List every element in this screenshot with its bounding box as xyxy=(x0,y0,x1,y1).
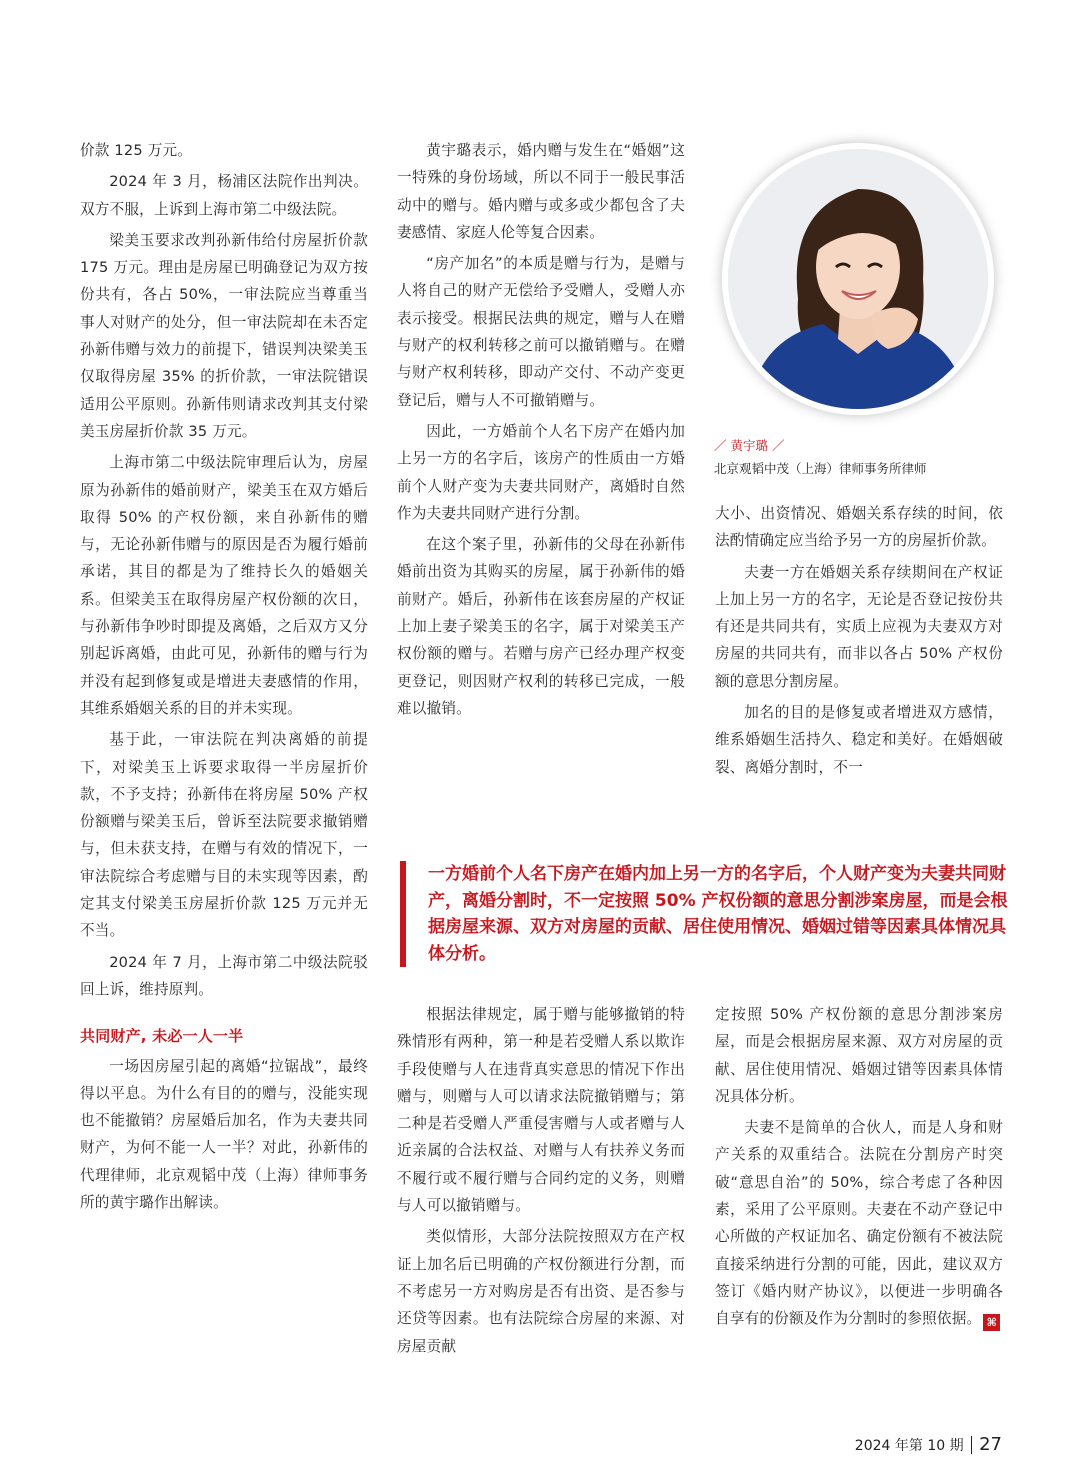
paragraph: 加名的目的是修复或者增进双方感情，维系婚姻生活持久、稳定和美好。在婚姻破裂、离婚分割时，不一 xyxy=(715,704,1003,776)
paragraph: 梁美玉要求改判孙新伟给付房屋折价款 175 万元。理由是房屋已明确登记为双方按份共有，各占 50%，一审法院应当尊重当事人对财产的处分，但一审法院却在未否定孙新伟赠与效力的前提下，错误判决梁美玉仅取得房屋 35% 的折价款，一审法院错误适用公平原则。孙新伟则请求改判其支付梁美玉房屋折价款 35 万元。 xyxy=(80,231,368,440)
paragraph: 一场因房屋引起的离婚“拉锯战”，最终得以平息。为什么有目的的赠与，没能实现也不能撤销？房屋婚后加名，作为夫妻共同财产，为何不能一人一半？对此，孙新伟的代理律师，北京观韬中茂（上海）律师事务所的黄宇璐作出解读。 xyxy=(80,1057,368,1211)
lawyer-portrait xyxy=(722,143,994,415)
issue-label: 2024 年第 10 期 xyxy=(854,1437,964,1454)
pull-quote: 一方婚前个人名下房产在婚内加上另一方的名字后，个人财产变为夫妻共同财产，离婚分割时，不一定按照 50% 产权份额的意思分割涉案房屋，而是会根据房屋来源、双方对房屋的贡献、居住使用情况、婚姻过错等因素具体情况具体分析。 xyxy=(400,861,1010,967)
paragraph: “房产加名”的本质是赠与行为，是赠与人将自己的财产无偿给予受赠人，受赠人亦表示接受。根据民法典的规定，赠与人在赠与财产的权利转移之前可以撤销赠与。在赠与财产权利转移，即动产交付、不动产变更登记后，赠与人不可撤销赠与。 xyxy=(397,255,685,409)
paragraph: 上海市第二中级法院审理后认为，房屋原为孙新伟的婚前财产，梁美玉在双方婚后取得 50% 的产权份额，来自孙新伟的赠与，无论孙新伟赠与的原因是否为履行婚前承诺，其目的都是为了维持长久的婚姻关系。但梁美玉在取得房屋产权份额的次日，与孙新伟争吵时即提及离婚，之后双方又分别起诉离婚，由此可见，孙新伟的赠与行为并没有起到修复或是增进夫妻感情的作用，其维系婚姻关系的目的并未实现。 xyxy=(80,454,368,717)
paragraph: 夫妻一方在婚姻关系存续期间在产权证上加上另一方的名字，无论是否登记按份共有还是共同共有，实质上应视为夫妻双方对房屋的共同共有，而非以各占 50% 产权份额的意思分割房屋。 xyxy=(715,563,1003,690)
paragraph: 大小、出资情况、婚姻关系存续的时间，依法酌情确定应当给予另一方的房屋折价款。 xyxy=(715,505,1003,550)
divider xyxy=(971,1436,973,1454)
end-mark-icon: ⌘ xyxy=(983,1314,1000,1331)
paragraph: 定按照 50% 产权份额的意思分割涉案房屋，而是会根据房屋来源、双方对房屋的贡献、居住使用情况、婚姻过错等因素具体情况具体分析。 xyxy=(715,1006,1003,1105)
paragraph: 在这个案子里，孙新伟的父母在孙新伟婚前出资为其购买的房屋，属于孙新伟的婚前财产。婚后，孙新伟在该套房屋的产权证上加上妻子梁美玉的名字，属于对梁美玉产权份额的赠与。若赠与房产已经办理产权变更登记，则因财产权利的转移已完成，一般难以撤销。 xyxy=(397,536,685,717)
section-heading: 共同财产, 未必一人一半 xyxy=(80,1027,244,1046)
paragraph: 根据法律规定，属于赠与能够撤销的特殊情形有两种，第一种是若受赠人系以欺诈手段使赠与人在违背真实意思的情况下作出赠与，则赠与人可以请求法院撤销赠与；第二种是若受赠人严重侵害赠与人或者赠与人近亲属的合法权益、对赠与人有扶养义务而不履行或不履行赠与合同约定的义务，则赠与人可以撤销赠与。 xyxy=(397,1006,685,1215)
paragraph: 2024 年 3 月，杨浦区法院作出判决。双方不服，上诉到上海市第二中级法院。 xyxy=(80,173,368,218)
column-a xyxy=(80,137,368,1216)
portrait-caption xyxy=(714,436,1014,479)
page-footer xyxy=(855,1434,1002,1455)
column-b xyxy=(397,137,685,722)
portrait-illustration xyxy=(728,149,988,409)
paragraph: 类似情形，大部分法院按照双方在产权证上加名后已明确的产权份额进行分割，而不考虑另一方对购房是否有出资、是否参与还贷等因素。也有法院综合房屋的来源、对房屋贡献 xyxy=(397,1228,685,1355)
caption-name: ／ 黄宇璐 ／ xyxy=(714,438,785,453)
paragraph-text: 夫妻不是简单的合伙人，而是人身和财产关系的双重结合。法院在分割房产时突破“意思自治”的 50%，综合考虑了各种因素，采用了公平原则。夫妻在不动产登记中心所做的产权证加名、确定份额有不被法院直接采纳进行分割的可能，因此，建议双方签订《婚内财产协议》，以便进一步明确各自享有的份额及作为分割时的参照依据。 xyxy=(715,1119,1003,1328)
column-c-bottom xyxy=(715,1001,1003,1333)
paragraph: 基于此，一审法院在判决离婚的前提下，对梁美玉上诉要求取得一半房屋折价款，不予支持；孙新伟在将房屋 50% 产权份额赠与梁美玉后，曾诉至法院要求撤销赠与，但未获支持，在赠与有效的情况下，一审法院综合考虑赠与目的未实现等因素，酌定其支付梁美玉房屋折价款 125 万元并无不当。 xyxy=(80,731,368,940)
paragraph xyxy=(715,1114,1003,1332)
paragraph: 黄宇璐表示，婚内赠与发生在“婚姻”这一特殊的身份场域，所以不同于一般民事活动中的赠与。婚内赠与或多或少都包含了夫妻感情、家庭人伦等复合因素。 xyxy=(397,142,685,241)
page-number: 27 xyxy=(979,1434,1002,1455)
paragraph: 2024 年 7 月，上海市第二中级法院驳回上诉，维持原判。 xyxy=(80,953,368,998)
paragraph: 因此，一方婚前个人名下房产在婚内加上另一方的名字后，该房产的性质由一方婚前个人财产变为夫妻共同财产，离婚时自然作为夫妻共同财产进行分割。 xyxy=(397,422,685,522)
paragraph: 价款 125 万元。 xyxy=(80,142,193,159)
caption-title: 北京观韬中茂（上海）律师事务所律师 xyxy=(714,461,927,476)
column-c-top xyxy=(715,500,1003,781)
column-b-bottom xyxy=(397,1001,685,1360)
